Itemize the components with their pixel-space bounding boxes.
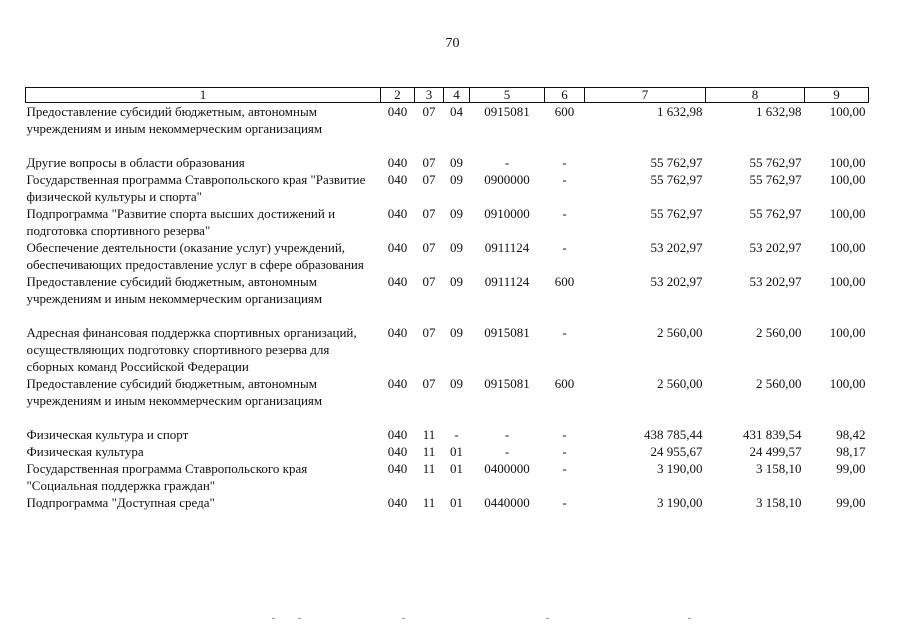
col-6-value: - xyxy=(562,495,567,510)
col-2-value: 040 xyxy=(387,495,408,510)
col-5-value: 0915081 xyxy=(484,376,530,391)
col-3-value: 07 xyxy=(422,206,436,221)
col-6-value: 600 xyxy=(554,274,575,289)
col-8-value: 1 632,98 xyxy=(756,104,802,119)
table-row xyxy=(26,494,869,511)
col-8-value: 55 762,97 xyxy=(749,155,802,170)
col-7-value: 3 190,00 xyxy=(657,495,703,510)
col-8-value: 3 158,10 xyxy=(756,495,802,510)
col-5-value: 0915081 xyxy=(484,104,530,119)
col-7-value: 2 560,00 xyxy=(657,376,703,391)
col-3-value: 07 xyxy=(422,155,436,170)
col-7-value: 55 762,97 xyxy=(650,172,703,187)
col-4-value: 01 xyxy=(450,495,463,510)
col-7-value: 438 785,44 xyxy=(644,427,703,442)
col-3-value: 11 xyxy=(422,495,436,510)
col-6-value: 600 xyxy=(554,376,575,391)
col-7-value: 24 955,67 xyxy=(650,444,703,459)
col-6-value: - xyxy=(562,325,567,340)
col-5-value: - xyxy=(504,444,510,459)
col-4-value: 09 xyxy=(450,240,463,255)
col-6-value: - xyxy=(562,206,567,221)
col-7-value: 55 762,97 xyxy=(650,155,703,170)
col-6-value: - xyxy=(562,172,567,187)
col-7-value: 55 762,97 xyxy=(650,206,703,221)
col-3-value: 11 xyxy=(422,427,436,442)
col-7-value: 53 202,97 xyxy=(650,240,703,255)
col-7-value: 3 190,00 xyxy=(657,461,703,476)
table-row xyxy=(26,154,869,171)
col-4-value: 09 xyxy=(450,172,463,187)
col-5-value: 0900000 xyxy=(484,172,530,187)
table-row xyxy=(26,239,869,273)
col-8-value: 3 158,10 xyxy=(756,461,802,476)
col-6-value: - xyxy=(562,461,567,476)
col-8-value: 24 499,57 xyxy=(749,444,802,459)
col-2-value: 040 xyxy=(387,104,408,119)
col-9-value: 98,42 xyxy=(836,427,866,442)
col-9-value: 100,00 xyxy=(829,376,866,391)
table-row xyxy=(26,375,869,409)
col-9-value: 100,00 xyxy=(829,240,866,255)
row-name: Подпрограмма "Доступная среда" xyxy=(26,495,215,510)
col-8-value: 53 202,97 xyxy=(749,274,802,289)
page-number: 70 xyxy=(445,36,460,51)
row-spacer-cell xyxy=(26,137,869,154)
table-row xyxy=(26,460,869,494)
col-9-value: 100,00 xyxy=(829,104,866,119)
row-name: Физическая культура xyxy=(26,444,144,459)
col-6-value: - xyxy=(562,240,567,255)
column-header: 4 xyxy=(444,88,470,103)
table-row xyxy=(26,171,869,205)
row-name: Государственная программа Ставропольского края "Социальная поддержка граждан" xyxy=(26,461,308,493)
col-4-value: 09 xyxy=(450,206,463,221)
col-7-value: 2 560,00 xyxy=(657,325,703,340)
row-name: Физическая культура и спорт xyxy=(26,427,189,442)
col-4-value: 01 xyxy=(450,461,463,476)
col-7-value: 1 632,98 xyxy=(657,104,703,119)
col-5-value: 0911124 xyxy=(484,240,530,255)
col-3-value: 07 xyxy=(422,104,436,119)
col-2-value: 040 xyxy=(387,172,408,187)
row-spacer xyxy=(26,307,869,324)
col-3-value: 11 xyxy=(422,461,436,476)
col-2-value: 040 xyxy=(387,427,408,442)
col-5-value: 0911124 xyxy=(484,274,530,289)
scan-artifact-dots xyxy=(0,618,905,624)
column-header: 1 xyxy=(26,88,381,103)
col-4-value: 09 xyxy=(450,376,463,391)
col-5-value: 0915081 xyxy=(484,325,530,340)
table-row xyxy=(26,103,869,138)
column-header: 2 xyxy=(381,88,415,103)
col-9-value: 99,00 xyxy=(836,461,866,476)
row-name: Подпрограмма "Развитие спорта высших достижений и подготовка спортивного резерва" xyxy=(26,206,336,238)
col-6-value: - xyxy=(562,427,567,442)
row-name: Адресная финансовая поддержка спортивных организаций, осуществляющих подготовку спортивного резерва для сборных команд Российской Федерации xyxy=(26,325,357,374)
col-4-value: - xyxy=(454,427,459,442)
col-5-value: 0440000 xyxy=(484,495,530,510)
col-3-value: 07 xyxy=(422,240,436,255)
table-row xyxy=(26,324,869,375)
row-name: Предоставление субсидий бюджетным, автономным учреждениям и иным некоммерческим организациям xyxy=(26,376,323,408)
row-name: Предоставление субсидий бюджетным, автономным учреждениям и иным некоммерческим организациям xyxy=(26,274,323,306)
table-row xyxy=(26,443,869,460)
table-row xyxy=(26,426,869,443)
column-header: 5 xyxy=(470,88,545,103)
row-spacer xyxy=(26,409,869,426)
col-3-value: 07 xyxy=(422,172,436,187)
col-2-value: 040 xyxy=(387,461,408,476)
row-name: Государственная программа Ставропольского края "Развитие физической культуры и спорта" xyxy=(26,172,366,204)
col-6-value: - xyxy=(562,155,567,170)
col-2-value: 040 xyxy=(387,206,408,221)
col-6-value: - xyxy=(562,444,567,459)
col-2-value: 040 xyxy=(387,444,408,459)
col-2-value: 040 xyxy=(387,325,408,340)
col-5-value: - xyxy=(504,427,510,442)
col-4-value: 09 xyxy=(450,155,463,170)
table-body xyxy=(26,103,869,512)
row-spacer-cell xyxy=(26,409,869,426)
col-4-value: 01 xyxy=(450,444,463,459)
column-header: 7 xyxy=(585,88,706,103)
col-9-value: 100,00 xyxy=(829,206,866,221)
col-8-value: 53 202,97 xyxy=(749,240,802,255)
col-9-value: 100,00 xyxy=(829,172,866,187)
col-3-value: 07 xyxy=(422,376,436,391)
col-9-value: 100,00 xyxy=(829,155,866,170)
table-row xyxy=(26,205,869,239)
row-spacer-cell xyxy=(26,307,869,324)
col-8-value: 55 762,97 xyxy=(749,206,802,221)
table-row xyxy=(26,273,869,307)
col-2-value: 040 xyxy=(387,376,408,391)
col-9-value: 98,17 xyxy=(836,444,866,459)
column-header: 9 xyxy=(805,88,869,103)
header-row xyxy=(26,88,869,103)
col-8-value: 55 762,97 xyxy=(749,172,802,187)
col-9-value: 99,00 xyxy=(836,495,866,510)
col-3-value: 07 xyxy=(422,274,436,289)
col-2-value: 040 xyxy=(387,240,408,255)
column-header: 3 xyxy=(415,88,444,103)
row-spacer xyxy=(26,137,869,154)
col-5-value: - xyxy=(504,155,510,170)
col-4-value: 04 xyxy=(450,104,463,119)
col-8-value: 2 560,00 xyxy=(756,376,802,391)
col-4-value: 09 xyxy=(450,325,463,340)
budget-table xyxy=(25,87,869,511)
col-6-value: 600 xyxy=(554,104,575,119)
col-5-value: 0400000 xyxy=(484,461,530,476)
col-3-value: 11 xyxy=(422,444,436,459)
col-3-value: 07 xyxy=(422,325,436,340)
col-7-value: 53 202,97 xyxy=(650,274,703,289)
column-header: 8 xyxy=(706,88,805,103)
col-2-value: 040 xyxy=(387,274,408,289)
col-5-value: 0910000 xyxy=(484,206,530,221)
row-name: Другие вопросы в области образования xyxy=(26,155,245,170)
col-8-value: 2 560,00 xyxy=(756,325,802,340)
row-name: Предоставление субсидий бюджетным, автономным учреждениям и иным некоммерческим организациям xyxy=(26,104,323,136)
col-2-value: 040 xyxy=(387,155,408,170)
col-9-value: 100,00 xyxy=(829,325,866,340)
col-9-value: 100,00 xyxy=(829,274,866,289)
col-4-value: 09 xyxy=(450,274,463,289)
col-8-value: 431 839,54 xyxy=(743,427,802,442)
row-name: Обеспечение деятельности (оказание услуг) учреждений, обеспечивающих предоставление услуг в сфере образования xyxy=(26,240,364,272)
column-header: 6 xyxy=(545,88,585,103)
